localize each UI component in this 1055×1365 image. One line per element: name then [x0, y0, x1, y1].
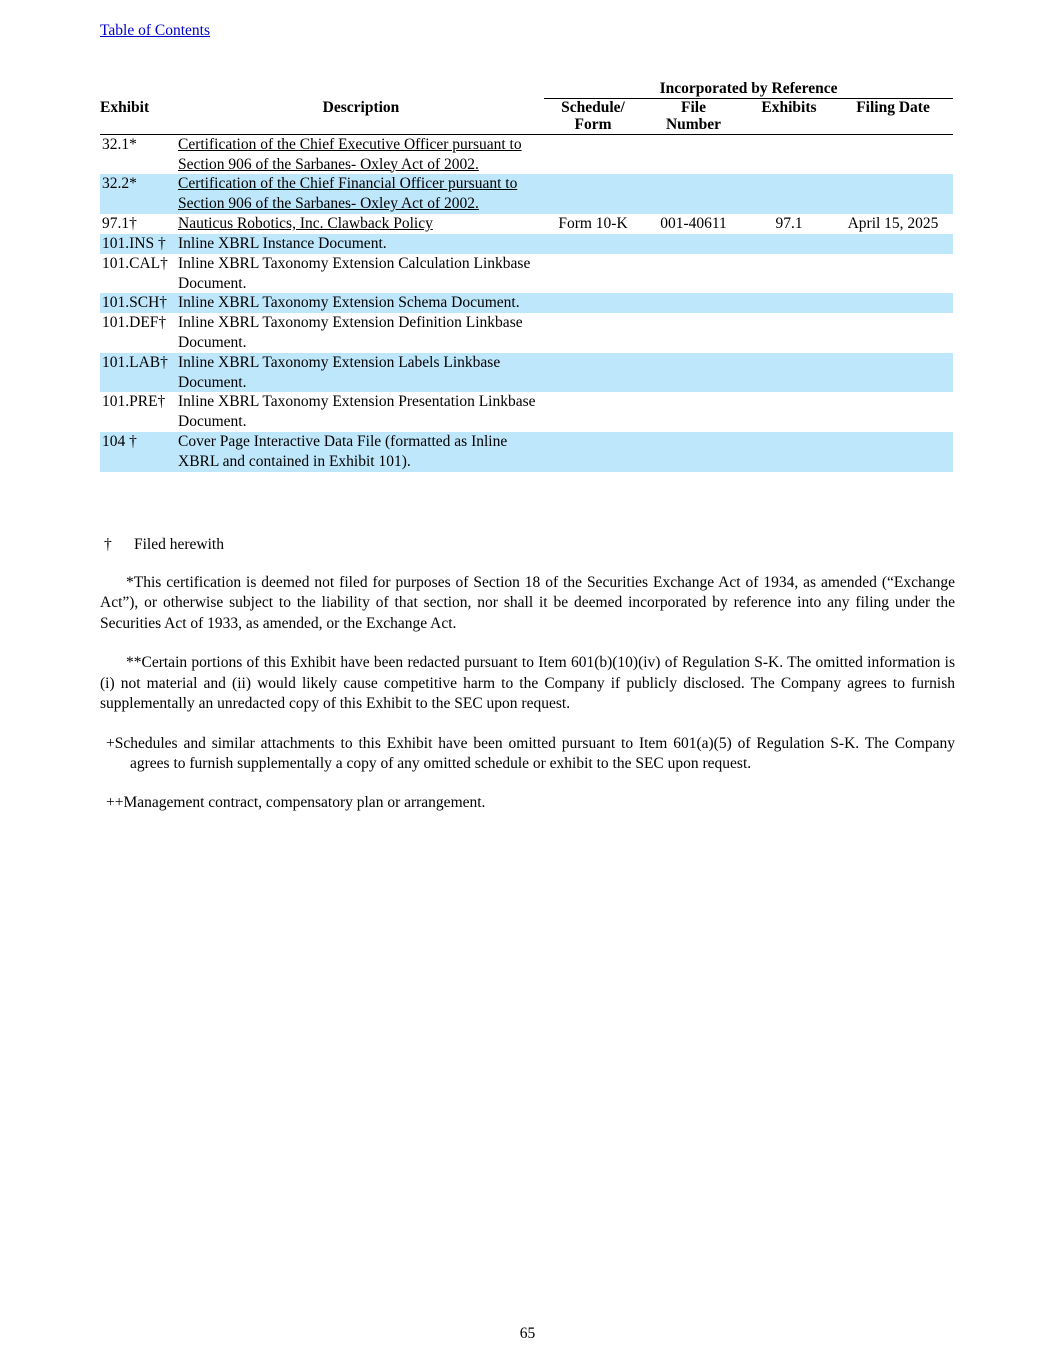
filing-date-cell	[833, 174, 953, 214]
schedule-form-cell	[544, 293, 642, 313]
col-header-schedule-form-line2: Form	[574, 116, 612, 134]
file-number-cell: 001-40611	[660, 215, 727, 233]
footnotes-section	[100, 536, 955, 814]
filing-date-cell	[833, 432, 953, 472]
exhibit-description-link[interactable]: Certification of the Chief Executive Officer pursuant to Section 906 of the Sarbanes- Oxley Act of 2002.	[178, 135, 522, 173]
exhibit-description-link[interactable]: Nauticus Robotics, Inc. Clawback Policy	[178, 215, 433, 233]
table-row	[100, 174, 953, 214]
file-number-cell	[642, 254, 745, 294]
table-row	[100, 234, 953, 254]
footnote-dagger-text: Filed herewith	[134, 535, 224, 553]
table-row	[100, 293, 953, 313]
exhibits-cell	[745, 254, 833, 294]
exhibits-cell	[745, 174, 833, 214]
table-row	[100, 313, 953, 353]
filing-date-cell: April 15, 2025	[847, 215, 939, 233]
exhibits-cell	[745, 353, 833, 393]
exhibits-table	[100, 80, 953, 472]
exhibits-cell	[745, 134, 833, 174]
exhibit-number-cell: 101.PRE†	[102, 393, 166, 411]
filing-date-cell	[833, 392, 953, 432]
exhibits-cell	[745, 313, 833, 353]
col-header-schedule-form	[544, 99, 642, 135]
exhibit-description-cell: Inline XBRL Taxonomy Extension Calculation Linkbase Document.	[178, 254, 531, 292]
col-header-file-number	[642, 99, 745, 135]
file-number-cell	[642, 392, 745, 432]
exhibit-number-cell: 101.DEF†	[102, 314, 167, 332]
exhibit-number-cell: 104 †	[100, 432, 178, 472]
col-header-file-number-line2: Number	[665, 116, 722, 134]
table-row	[100, 134, 953, 174]
exhibit-description-link[interactable]: Certification of the Chief Financial Officer pursuant to Section 906 of the Sarbanes- Oxley Act of 2002.	[178, 175, 518, 213]
filing-date-cell	[833, 313, 953, 353]
schedule-form-cell	[544, 432, 642, 472]
col-header-description: Description	[178, 99, 544, 135]
group-header-incorporated-by-reference: Incorporated by Reference	[544, 80, 953, 99]
exhibit-description-cell[interactable]	[178, 214, 544, 234]
col-header-schedule-form-line1: Schedule/	[561, 99, 625, 116]
file-number-cell	[642, 134, 745, 174]
schedule-form-cell	[544, 174, 642, 214]
file-number-cell	[642, 174, 745, 214]
schedule-form-cell	[544, 134, 642, 174]
footnote-plus: +Schedules and similar attachments to this Exhibit have been omitted pursuant to Item 601(a)(5) of Regulation S-K. The Company agrees to furnish supplementally a copy of any omitted schedule or exhibit to the SEC upon request.	[106, 734, 955, 772]
filing-date-cell	[833, 234, 953, 254]
exhibit-description-cell: Inline XBRL Taxonomy Extension Definition Linkbase Document.	[178, 314, 523, 351]
schedule-form-cell	[544, 353, 642, 393]
file-number-cell	[642, 353, 745, 393]
exhibit-description-cell: Inline XBRL Taxonomy Extension Presentation Linkbase Document.	[178, 393, 536, 431]
schedule-form-cell	[544, 234, 642, 254]
col-header-exhibits: Exhibits	[745, 99, 833, 135]
exhibit-number-cell: 32.2*	[100, 174, 178, 214]
footnote-asterisk: *This certification is deemed not filed for purposes of Section 18 of the Securities Exchange Act of 1934, as amended (“Exchange Act”), or otherwise subject to the liability of that section, nor shall it be deemed incorporated by reference into any filing under the Securities Act of 1933, as amended, or the Exchange Act.	[100, 573, 955, 632]
col-header-file-number-line1: File	[681, 99, 706, 116]
filing-date-cell	[833, 353, 953, 393]
exhibit-description-cell[interactable]	[178, 174, 544, 214]
exhibit-number-cell: 97.1†	[102, 215, 137, 233]
exhibits-cell	[745, 293, 833, 313]
file-number-cell	[642, 432, 745, 472]
exhibit-number-cell: 101.INS †	[100, 234, 178, 254]
filing-date-cell	[833, 134, 953, 174]
col-header-filing-date: Filing Date	[833, 99, 953, 135]
table-row	[100, 214, 953, 234]
file-number-cell	[642, 234, 745, 254]
table-column-header-row	[100, 99, 953, 135]
exhibits-cell	[745, 432, 833, 472]
table-row	[100, 353, 953, 393]
exhibit-description-cell: Inline XBRL Instance Document.	[178, 234, 544, 254]
filing-date-cell	[833, 293, 953, 313]
exhibit-description-cell: Cover Page Interactive Data File (formatted as Inline XBRL and contained in Exhibit 101).	[178, 432, 544, 472]
footnote-double-asterisk: **Certain portions of this Exhibit have been redacted pursuant to Item 601(b)(10)(iv) of Regulation S-K. The omitted information is (i) not material and (ii) would likely cause competitive harm to the Company if publicly disclosed. The Company agrees to furnish supplementally an unredacted copy of this Exhibit to the SEC upon request.	[100, 654, 955, 713]
col-header-exhibit: Exhibit	[100, 99, 178, 135]
exhibits-cell: 97.1	[775, 215, 803, 233]
footnote-double-plus: ++Management contract, compensatory plan or arrangement.	[106, 794, 486, 812]
filing-date-cell	[833, 254, 953, 294]
file-number-cell	[642, 293, 745, 313]
schedule-form-cell	[544, 392, 642, 432]
table-group-header-row	[100, 80, 953, 99]
footnote-dagger-symbol: †	[104, 535, 112, 553]
exhibit-number-cell: 101.LAB†	[100, 353, 178, 393]
exhibit-number-cell: 101.CAL†	[102, 254, 168, 272]
table-row	[100, 254, 953, 294]
page-number: 65	[519, 1325, 536, 1342]
footnote-dagger	[100, 536, 955, 554]
exhibit-description-cell[interactable]	[178, 134, 544, 174]
exhibit-description-cell: Inline XBRL Taxonomy Extension Schema Document.	[178, 293, 544, 313]
table-row	[100, 392, 953, 432]
table-row	[100, 432, 953, 472]
exhibit-description-cell: Inline XBRL Taxonomy Extension Labels Linkbase Document.	[178, 353, 544, 393]
schedule-form-cell	[544, 254, 642, 294]
table-of-contents-link[interactable]: Table of Contents	[100, 22, 210, 39]
exhibits-cell	[745, 392, 833, 432]
exhibit-number-cell: 32.1*	[102, 135, 137, 153]
exhibits-cell	[745, 234, 833, 254]
file-number-cell	[642, 313, 745, 353]
exhibit-number-cell: 101.SCH†	[100, 293, 178, 313]
schedule-form-cell	[544, 313, 642, 353]
schedule-form-cell: Form 10-K	[558, 215, 628, 233]
